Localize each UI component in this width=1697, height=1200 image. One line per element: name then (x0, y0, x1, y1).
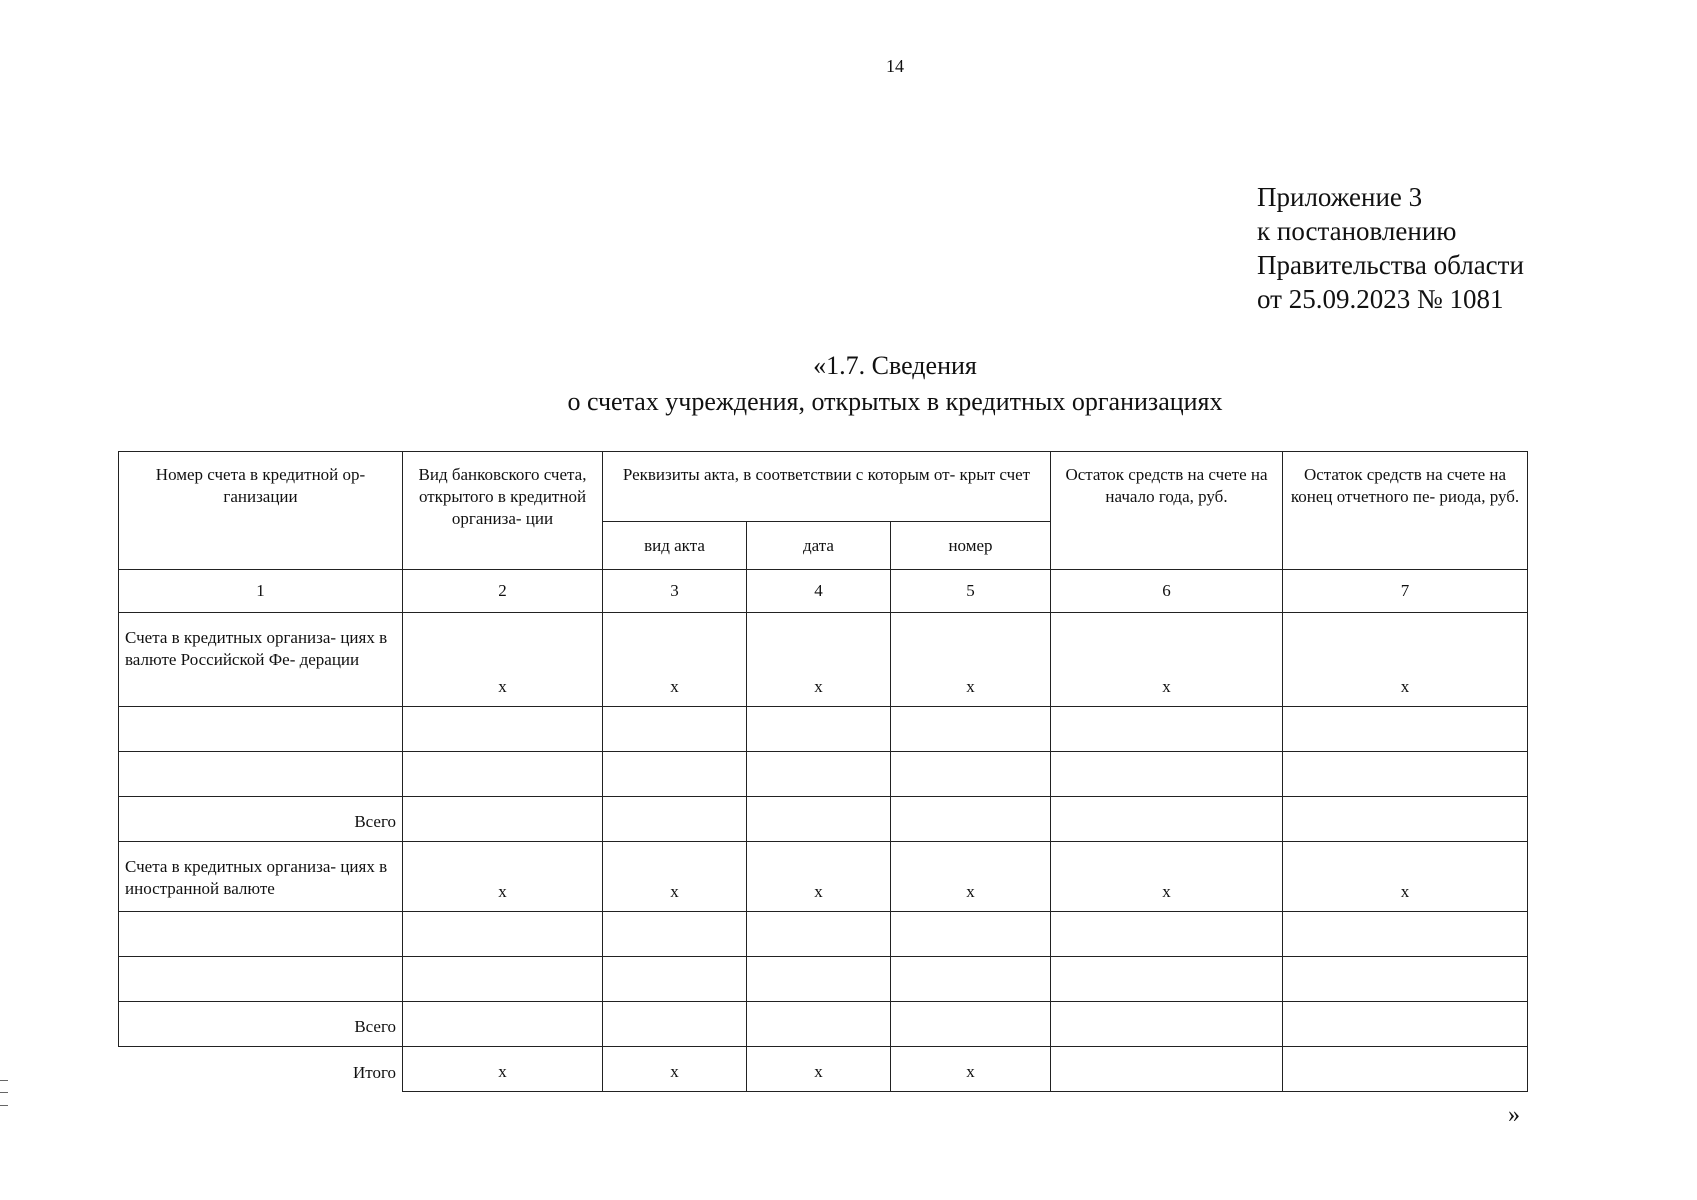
accounts-table (118, 451, 1528, 1092)
column-numbers-row (119, 570, 1528, 613)
x-mark: x (603, 613, 747, 707)
header-balance-start: Остаток средств на счете на начало года, руб. (1051, 452, 1283, 570)
total-foreign-row (119, 1002, 1528, 1047)
x-mark: x (1283, 842, 1528, 912)
column-number: 1 (119, 570, 403, 613)
x-mark: x (747, 842, 891, 912)
section-rub-row (119, 613, 1528, 707)
x-mark: x (747, 613, 891, 707)
document-title (0, 348, 1697, 420)
header-account-number: Номер счета в кредитной ор- ганизации (119, 452, 403, 570)
page-number: 14 (886, 56, 904, 76)
section-foreign-label: Счета в кредитных организа- циях в иностранной валюте (119, 842, 403, 912)
column-number: 3 (603, 570, 747, 613)
header-act-details: Реквизиты акта, в соответствии с которым от- крыт счет (603, 452, 1051, 522)
header-account-type: Вид банковского счета, открытого в кредитной организа- ции (403, 452, 603, 570)
x-mark: x (403, 1047, 603, 1092)
appendix-reference (1257, 180, 1524, 316)
column-number: 2 (403, 570, 603, 613)
header-act-date: дата (747, 522, 891, 570)
header-act-type: вид акта (603, 522, 747, 570)
x-mark: x (1283, 613, 1528, 707)
x-mark: x (403, 842, 603, 912)
margin-mark (0, 1080, 8, 1106)
x-mark: x (747, 1047, 891, 1092)
grand-total-row (119, 1047, 1528, 1092)
column-number: 5 (891, 570, 1051, 613)
empty-row (119, 957, 1528, 1002)
appendix-line: Приложение 3 (1257, 182, 1423, 212)
header-balance-end: Остаток средств на счете на конец отчетного пе- риода, руб. (1283, 452, 1528, 570)
section-rub-label: Счета в кредитных организа- циях в валюте Российской Фе- дерации (119, 613, 403, 707)
section-foreign-row (119, 842, 1528, 912)
x-mark: x (603, 842, 747, 912)
column-number: 6 (1051, 570, 1283, 613)
grand-total-label: Итого (119, 1047, 403, 1092)
x-mark: x (1051, 613, 1283, 707)
x-mark: x (891, 613, 1051, 707)
total-label: Всего (119, 797, 403, 842)
header-act-number: номер (891, 522, 1051, 570)
title-line: о счетах учреждения, открытых в кредитных организациях (567, 387, 1223, 416)
appendix-line: от 25.09.2023 № 1081 (1257, 284, 1504, 314)
x-mark: x (603, 1047, 747, 1092)
total-rub-row (119, 797, 1528, 842)
x-mark: x (891, 1047, 1051, 1092)
empty-row (119, 707, 1528, 752)
empty-row (119, 752, 1528, 797)
title-line: «1.7. Сведения (813, 351, 977, 380)
x-mark: x (891, 842, 1051, 912)
column-number: 4 (747, 570, 891, 613)
empty-row (119, 912, 1528, 957)
closing-quote: » (1508, 1102, 1520, 1128)
total-label: Всего (119, 1002, 403, 1047)
appendix-line: Правительства области (1257, 250, 1524, 280)
appendix-line: к постановлению (1257, 216, 1457, 246)
x-mark: x (1051, 842, 1283, 912)
column-number: 7 (1283, 570, 1528, 613)
x-mark: x (403, 613, 603, 707)
